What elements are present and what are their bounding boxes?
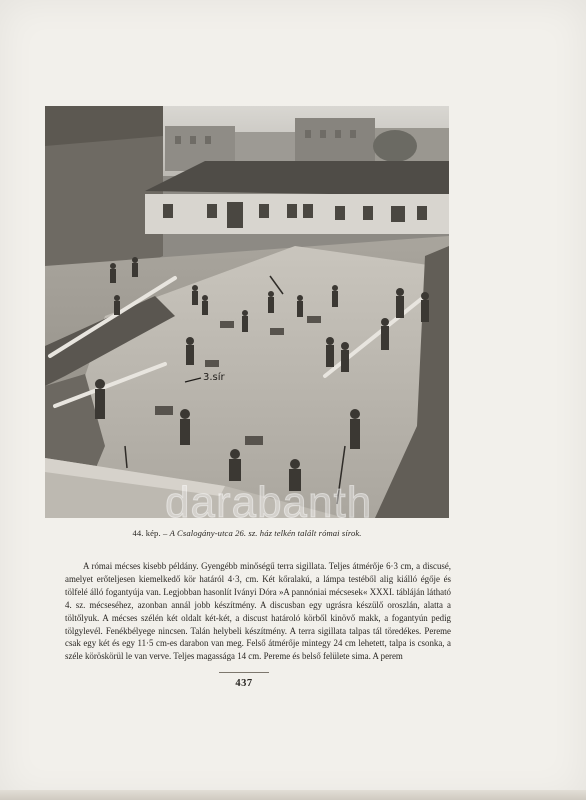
figure-number: 44. kép. – (132, 528, 168, 538)
grave-marker-label: 3.sír (203, 372, 225, 383)
figure-caption-text: A Csalogány-utca 26. sz. ház telkén talált római sírok. (169, 528, 362, 538)
page-number: 437 (235, 678, 253, 689)
page-bottom-edge (0, 790, 586, 800)
body-paragraph-text: A római mécses kisebb példány. Gyengébb minőségű terra sigillata. Teljes átmérője 6·3 cm, a discusé, amelyet erőteljesen kiemelkedő kör határól 4·3, cm. Két kőralakú, a lámpa testéből alig kiálló égője és tölfelé álló fogantyúja van. Legjobban hasonlít Iványi Dóra »A pannóniai mécsesek« XXXI. tábláján látható 4. sz. mécseséhez, azonban annál jobb készítmény. A discusban egy ugrásra készülő oroszlán, alatta a töltőlyuk. A mécses szélén két oldalt két-két, a discust határoló körből kinövő makk, a fogantyún pedig tölgylevél. Fenékbélyege nincsen. Talán helybeli készítmény. A terra sigillata talpas tál töredékes. Pereme csak egy két és egy 11·5 cm-es darabon van meg. Felső átmérője mintegy 24 cm lehetett, talpa is csonka, a széle köröskörül le van verve. Teljes magassága 14 cm. Pereme és belső felülete sima. A perem (65, 561, 451, 662)
excavation-photo (45, 106, 449, 518)
watermark: darabanth (165, 478, 373, 518)
figure-caption (45, 528, 449, 538)
body-paragraph (65, 560, 451, 663)
page-number-rule (219, 672, 269, 673)
excavation-photo-drawing (45, 106, 449, 518)
